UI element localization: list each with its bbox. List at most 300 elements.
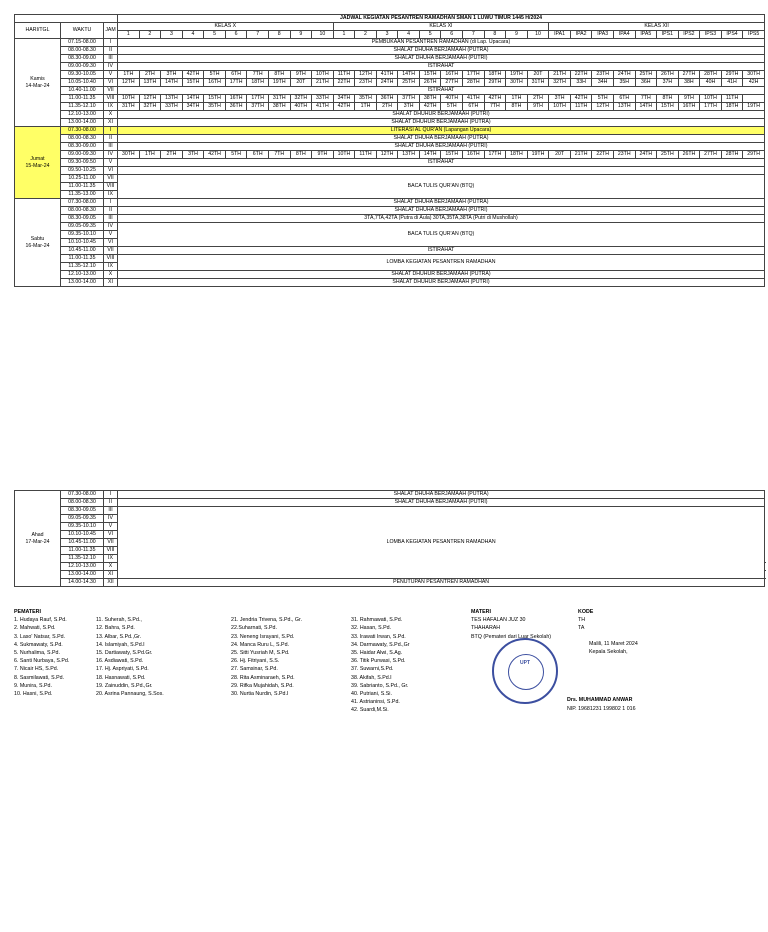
class-code-cell: 3TH — [398, 103, 420, 111]
class-code-cell: 17TH — [247, 95, 269, 103]
jam-cell: VII — [104, 539, 118, 547]
class-code-cell: 15TH — [419, 71, 441, 79]
jam-cell: II — [104, 207, 118, 215]
list-item: THAHARAH — [471, 625, 501, 632]
time-cell: 14.00-14.30 — [61, 579, 104, 587]
class-code-cell: 21TH — [549, 71, 571, 79]
class-code-cell: 33TH — [312, 95, 334, 103]
list-item: 23. Neneng Israyani, S.Pd. — [231, 633, 295, 640]
time-cell: 13.00-14.00 — [61, 571, 104, 579]
class-code-cell: 9TH — [312, 151, 334, 159]
class-column-header: IPA5 — [635, 31, 657, 39]
class-code-cell: 5TH — [204, 71, 226, 79]
list-item: 7. Nicair HS, S.Pd. — [14, 666, 59, 673]
class-code-cell: 37H — [657, 79, 679, 87]
list-item: 41. Astrianinsi, S.Pd. — [351, 699, 400, 706]
jam-cell: V — [104, 231, 118, 239]
jam-cell: IX — [104, 555, 118, 563]
class-code-cell: 25TH — [635, 71, 657, 79]
list-item: BTQ (Pemateri dari Luar Sekolah) — [471, 633, 552, 640]
class-code-cell: 42TH — [419, 103, 441, 111]
pemateri-title: PEMATERI — [14, 609, 41, 615]
list-item: 6. Santi Nurbaya, S.Pd. — [14, 658, 70, 665]
jam-cell: III — [104, 143, 118, 151]
schedule-row — [15, 79, 765, 87]
list-item: 19. Zainuddin, S.Pd.,Gr. — [96, 682, 153, 689]
schedule-row — [15, 87, 765, 95]
list-item: 10. Hasni, S.Pd. — [14, 691, 53, 698]
class-column-header: IPS5 — [743, 31, 765, 39]
class-column-header: IPS2 — [678, 31, 700, 39]
class-code-cell: 8TH — [657, 95, 679, 103]
list-item: 15. Dartiawaty, S.Pd.Gr. — [96, 650, 153, 656]
class-code-cell: 32TH — [290, 95, 312, 103]
header-haritgl: HARI/TGL — [15, 23, 61, 39]
class-code-cell: 12TH — [118, 79, 140, 87]
class-column-header: 8 — [268, 31, 290, 39]
class-code-cell: 14TH — [161, 79, 183, 87]
blank-cell — [15, 15, 118, 23]
class-code-cell: 21TH — [570, 151, 592, 159]
list-item: 42. Suardi,M.Si. — [351, 707, 389, 714]
class-code-cell: 16TH — [463, 151, 485, 159]
class-code-cell: 16TH — [678, 103, 700, 111]
class-code-cell: 17TH — [700, 103, 722, 111]
class-code-cell: 19TH — [506, 71, 528, 79]
class-column-header: IPA2 — [570, 31, 592, 39]
class-code-cell: 19TH — [743, 103, 765, 111]
class-column-header: IPA4 — [613, 31, 635, 39]
class-code-cell: 6TH — [247, 151, 269, 159]
time-cell: 11.00-11.35 — [61, 95, 104, 103]
jam-cell: VI — [104, 531, 118, 539]
class-code-cell: 41H — [721, 79, 743, 87]
class-code-cell: 38TH — [268, 103, 290, 111]
class-column-header: IPA1 — [549, 31, 571, 39]
class-code-cell: 2TH — [527, 95, 549, 103]
class-code-cell: 11TH — [570, 103, 592, 111]
class-code-cell: 13TH — [161, 95, 183, 103]
class-code-cell: 17TH — [484, 151, 506, 159]
class-code-cell: 7TH — [268, 151, 290, 159]
class-code-cell: 30TH — [118, 151, 140, 159]
class-code-cell: 41TH — [463, 95, 485, 103]
class-column-header: 3 — [161, 31, 183, 39]
class-code-cell: 26TH — [419, 79, 441, 87]
jam-cell: IV — [104, 63, 118, 71]
time-cell: 09.30-09.50 — [61, 159, 104, 167]
class-code-cell: 42TH — [182, 71, 204, 79]
jam-cell: III — [104, 215, 118, 223]
event-cell: SHALAT DHUHA BERJAMAAH (PUTRA) — [118, 135, 765, 143]
list-item: 2. Mahwati, S.Pd. — [14, 625, 56, 632]
list-item: 21. Jendria Trivena, S.Pd., Gr. — [231, 617, 302, 624]
jam-cell: III — [104, 55, 118, 63]
class-code-cell: 35TH — [204, 103, 226, 111]
day-name: Jumat — [30, 155, 45, 162]
class-column-header: IPA3 — [592, 31, 614, 39]
day-cell — [15, 39, 61, 127]
schedule-row — [15, 159, 765, 167]
list-item: 9. Munira, S.Pd. — [14, 682, 52, 689]
day-date: 14-Mar-24 — [25, 82, 50, 89]
jam-cell: XI — [104, 571, 118, 579]
list-item: 26. Hj. Fitriyani, S.S. — [231, 658, 280, 665]
list-item: 32. Hasan, S.Pd. — [351, 625, 392, 632]
class-code-cell: 37TH — [247, 103, 269, 111]
schedule-row — [15, 271, 765, 279]
schedule-row — [15, 63, 765, 71]
day-date: 16-Mar-24 — [25, 242, 50, 249]
class-column-header: 9 — [290, 31, 312, 39]
schedule-row — [15, 135, 765, 143]
list-item: 35. Haidar Alwi, S.Ag. — [351, 650, 403, 656]
event-cell: LOMBA KEGIATAN PESANTREN RAMADHAN — [118, 507, 765, 579]
class-code-cell: 7TH — [484, 103, 506, 111]
event-cell: BACA TULIS QUR'AN (BTQ) — [118, 175, 765, 199]
time-cell: 11.35-13.00 — [61, 191, 104, 199]
class-code-cell: 8TH — [506, 103, 528, 111]
header-kelas-xii: KELAS XII — [549, 23, 765, 31]
class-code-cell: 18TH — [506, 151, 528, 159]
list-item: 3. Laso' Natsar, S.Pd. — [14, 633, 66, 640]
jam-cell: I — [104, 39, 118, 47]
class-column-header: IPS3 — [700, 31, 722, 39]
time-cell: 07.30-08.00 — [61, 491, 104, 499]
schedule-row — [15, 111, 765, 119]
day-cell — [15, 199, 61, 287]
class-code-cell: 20T — [549, 151, 571, 159]
jam-cell: V — [104, 523, 118, 531]
class-code-cell: 20T — [527, 71, 549, 79]
class-column-header: 4 — [398, 31, 420, 39]
schedule-row — [15, 491, 765, 499]
time-cell: 12.10-13.00 — [61, 563, 104, 571]
class-code-cell: 25TH — [398, 79, 420, 87]
class-code-cell: 8TH — [290, 151, 312, 159]
jam-cell: XI — [104, 119, 118, 127]
schedule-row — [15, 507, 765, 515]
class-code-cell: 33H — [570, 79, 592, 87]
class-code-cell: 10TH — [312, 71, 334, 79]
class-code-cell: 26TH — [678, 151, 700, 159]
time-cell: 12.10-13.00 — [61, 271, 104, 279]
list-item: 5. Nurhalima, S.Pd. — [14, 650, 60, 657]
class-code-cell: 18TH — [721, 103, 743, 111]
time-cell: 09.00-09.30 — [61, 63, 104, 71]
list-item: 24. Manca Ruru L, S.Pd. — [231, 641, 290, 648]
schedule-row — [15, 71, 765, 79]
class-column-header: 9 — [506, 31, 528, 39]
schedule-row — [15, 499, 765, 507]
class-code-cell: 42TH — [484, 95, 506, 103]
schedule-row — [15, 247, 765, 255]
class-code-cell: 24TH — [613, 71, 635, 79]
schedule-row — [15, 47, 765, 55]
class-code-cell: 30TH — [743, 71, 765, 79]
sign-name: Drs. MUHAMMAD ANWAR — [567, 697, 633, 704]
jam-cell: I — [104, 491, 118, 499]
class-code-cell: 32TH — [139, 103, 161, 111]
class-code-cell: 16TH — [441, 71, 463, 79]
time-cell: 07.15-08.00 — [61, 39, 104, 47]
schedule-row — [15, 167, 765, 175]
schedule-row — [15, 279, 765, 287]
schedule-table-ahad — [14, 490, 765, 587]
sign-nip: NIP. 19681231 199802 1 016 — [567, 705, 636, 712]
time-cell: 10.25-11.00 — [61, 175, 104, 183]
class-code-cell: 3TH — [549, 95, 571, 103]
header-waktu: WAKTU — [61, 23, 104, 39]
schedule-row — [15, 215, 765, 223]
class-column-header: 5 — [419, 31, 441, 39]
class-code-cell: 34H — [592, 79, 614, 87]
class-code-cell: 20T — [290, 79, 312, 87]
time-cell: 08.30-09.00 — [61, 55, 104, 63]
class-code-cell: 12TH — [376, 151, 398, 159]
list-item: 39. Sabrianto, S.Pd., Gr. — [351, 682, 409, 689]
list-item: 11. Suherah, S.Pd., — [96, 617, 142, 624]
jam-cell: VIII — [104, 255, 118, 263]
day-date: 17-Mar-24 — [25, 538, 50, 545]
class-code-cell: 31TH — [118, 103, 140, 111]
class-code-cell: 42TH — [333, 103, 355, 111]
jam-cell: VIII — [104, 183, 118, 191]
class-code-cell: 11TH — [333, 71, 355, 79]
schedule-row — [15, 255, 765, 263]
class-column-header: IPS4 — [721, 31, 743, 39]
time-cell: 07.30-08.00 — [61, 199, 104, 207]
class-code-cell: 2TH — [161, 151, 183, 159]
class-code-cell: 9TH — [290, 71, 312, 79]
jam-cell: IX — [104, 103, 118, 111]
class-column-header: IPS1 — [657, 31, 679, 39]
class-code-cell: 27TH — [678, 71, 700, 79]
class-code-cell: 24TH — [635, 151, 657, 159]
class-code-cell: 42TH — [570, 95, 592, 103]
time-cell: 11.35-12.10 — [61, 103, 104, 111]
event-cell: ISTIRAHAT — [118, 159, 765, 167]
stamp-text: UPT — [520, 660, 530, 666]
time-cell: 11.35-12.10 — [61, 263, 104, 271]
day-name: Kamis — [30, 75, 45, 82]
class-code-cell: 30TH — [506, 79, 528, 87]
class-column-header: 5 — [204, 31, 226, 39]
event-cell: BACA TULIS QUR'AN (BTQ) — [118, 223, 765, 247]
header-jam: JAM — [104, 23, 118, 39]
day-name: Ahad — [31, 531, 44, 538]
time-cell: 10.45-11.00 — [61, 247, 104, 255]
list-item: TA — [578, 625, 585, 632]
class-code-cell: 10TH — [700, 95, 722, 103]
event-cell: SHALAT DHUHUR BERJAMAAH (PUTRA) — [118, 119, 765, 127]
class-code-cell: 22TH — [333, 79, 355, 87]
time-cell: 10.05-10.40 — [61, 79, 104, 87]
day-cell — [15, 127, 61, 199]
jam-cell: X — [104, 271, 118, 279]
schedule-row — [15, 223, 765, 231]
sign-role: Kepala Sekolah, — [589, 649, 628, 656]
jam-cell: X — [104, 111, 118, 119]
schedule-row — [15, 39, 765, 47]
list-item: TES HAFALAN JUZ 30 — [471, 617, 526, 624]
class-code-cell: 2TH — [139, 71, 161, 79]
class-column-header: 1 — [333, 31, 355, 39]
event-cell: SHALAT DHUHA BERJAMAAH (PUTRA) — [118, 491, 765, 499]
class-code-cell: 5TH — [225, 151, 247, 159]
jam-cell: II — [104, 499, 118, 507]
time-cell: 09.35-10.10 — [61, 523, 104, 531]
class-code-cell: 16TH — [225, 95, 247, 103]
time-cell: 09.00-09.30 — [61, 151, 104, 159]
class-code-cell: 23TH — [613, 151, 635, 159]
class-code-cell: 17TH — [463, 71, 485, 79]
event-cell: SHALAT DHUHUR BERJAMAAH (PUTRA) — [118, 271, 765, 279]
jam-cell: X — [104, 563, 118, 571]
jam-cell: IX — [104, 263, 118, 271]
class-code-cell: 31TH — [268, 95, 290, 103]
class-code-cell: 31TH — [527, 79, 549, 87]
jam-cell: VI — [104, 167, 118, 175]
list-item: 20. Asrina Pannaung, S.Sos. — [96, 691, 164, 698]
time-cell: 12.10-13.00 — [61, 111, 104, 119]
sign-place: Malili, 11 Maret 2024 — [589, 641, 638, 647]
list-item: 30. Nurtia Nurdin, S.Pd.I — [231, 691, 289, 698]
class-code-cell: 32TH — [549, 79, 571, 87]
class-code-cell: 6TH — [463, 103, 485, 111]
jam-cell: IV — [104, 515, 118, 523]
class-code-cell: 1TH — [139, 151, 161, 159]
class-column-header: 10 — [527, 31, 549, 39]
time-cell: 07.30-08.00 — [61, 127, 104, 135]
class-code-cell: 18TH — [247, 79, 269, 87]
class-code-cell: 5TH — [592, 95, 614, 103]
class-code-cell: 40H — [700, 79, 722, 87]
schedule-row — [15, 579, 765, 587]
class-code-cell: 3TH — [161, 71, 183, 79]
class-code-cell: 9TH — [527, 103, 549, 111]
class-column-header: 10 — [312, 31, 334, 39]
event-cell: SHALAT DHUHA BERJAMAAH (PUTRA) — [118, 47, 765, 55]
list-item: TH — [578, 617, 586, 624]
jam-cell: IV — [104, 151, 118, 159]
school-stamp — [492, 638, 558, 704]
time-cell: 10.40-11.00 — [61, 87, 104, 95]
class-code-cell: 16TH — [204, 79, 226, 87]
list-item: 37. Suwarni,S.Pd. — [351, 666, 394, 673]
class-code-cell: 34TH — [333, 95, 355, 103]
schedule-row — [15, 127, 765, 135]
header-kelas-x: KELAS X — [118, 23, 334, 31]
list-item: 12. Bahra, S.Pd. — [96, 625, 135, 632]
time-cell: 08.00-08.30 — [61, 135, 104, 143]
list-item: 14. Islamiyah, S.Pd.I — [96, 641, 145, 648]
class-code-cell: 14TH — [419, 151, 441, 159]
jam-cell: V — [104, 159, 118, 167]
time-cell: 10.45-11.00 — [61, 539, 104, 547]
list-item: 8. Sasmilawati, S.Pd. — [14, 674, 65, 681]
class-code-cell: 8TH — [268, 71, 290, 79]
class-code-cell: 28TH — [700, 71, 722, 79]
schedule-row — [15, 143, 765, 151]
event-cell: LOMBA KEGIATAN PESANTREN RAMADHAN — [118, 255, 765, 271]
event-cell: SHALAT DHUHA BERJAMAAH (PUTRI) — [118, 207, 765, 215]
schedule-row — [15, 199, 765, 207]
class-code-cell: 40TH — [441, 95, 463, 103]
event-cell — [118, 167, 765, 175]
class-column-header: 3 — [376, 31, 398, 39]
event-cell: ISTIRAHAT — [118, 247, 765, 255]
list-item: 17. Hj. Aspriyati, S.Pd. — [96, 666, 149, 673]
time-cell: 11.00-11.35 — [61, 255, 104, 263]
class-column-header: 7 — [463, 31, 485, 39]
class-code-cell: 28TH — [721, 151, 743, 159]
class-code-cell: 35TH — [355, 95, 377, 103]
event-cell: SHALAT DHUHUR BERJAMAAH (PUTRI) — [118, 279, 765, 287]
event-cell: SHALAT DHUHA BERJAMAAH (PUTRI) — [118, 143, 765, 151]
jam-cell: VII — [104, 175, 118, 183]
time-cell: 09.35-10.10 — [61, 231, 104, 239]
class-code-cell: 12TH — [592, 103, 614, 111]
jam-cell: XII — [104, 579, 118, 587]
jam-cell: XI — [104, 279, 118, 287]
list-item: 13. Albar, S.Pd.,Gr. — [96, 633, 142, 640]
kode-title: KODE — [578, 609, 594, 615]
class-code-cell: 22TH — [570, 71, 592, 79]
time-cell: 10.10-10.45 — [61, 239, 104, 247]
time-cell: 09.50-10.25 — [61, 167, 104, 175]
event-cell: SHALAT DHUHA BERJAMAAH (PUTRA) — [118, 199, 765, 207]
class-code-cell: 41TH — [312, 103, 334, 111]
class-code-cell: 14TH — [635, 103, 657, 111]
class-code-cell: 14TH — [182, 95, 204, 103]
time-cell: 08.00-08.30 — [61, 47, 104, 55]
jam-cell: III — [104, 507, 118, 515]
class-code-cell — [743, 95, 765, 103]
list-item: 31. Rahmawati, S.Pd. — [351, 617, 403, 624]
event-cell: SHALAT DHUHA BERJAMAAH (PUTRI) — [118, 499, 765, 507]
event-cell: 3TA,7TA,42TA (Putra di Aula) 30TA,35TA,38TA (Putri di Mushollah) — [118, 215, 765, 223]
time-cell: 09.05-09.35 — [61, 515, 104, 523]
time-cell: 11.35-12.10 — [61, 555, 104, 563]
event-cell: PEMBUKAAN PESANTREN RAMADHAN (di Lap. Upacara) — [118, 39, 765, 47]
class-column-header: 1 — [118, 31, 140, 39]
class-code-cell: 36TH — [225, 103, 247, 111]
jam-cell: V — [104, 71, 118, 79]
list-item: 38. Akifah, S.Pd.I — [351, 674, 392, 681]
list-item: 1. Hudaya Rauf, S.Pd. — [14, 617, 67, 624]
class-code-cell: 24TH — [376, 79, 398, 87]
day-cell — [15, 491, 61, 587]
class-code-cell: 29TH — [743, 151, 765, 159]
schedule-row — [15, 119, 765, 127]
class-code-cell: 19TH — [268, 79, 290, 87]
class-column-header: 7 — [247, 31, 269, 39]
class-code-cell: 13TH — [139, 79, 161, 87]
class-code-cell: 37TH — [398, 95, 420, 103]
list-item: 34. Darmawaty, S.Pd.,Gr — [351, 641, 410, 648]
class-code-cell: 21TH — [312, 79, 334, 87]
day-name: Sabtu — [30, 235, 45, 242]
list-item: 36. Titik Purwasi, S.Pd. — [351, 658, 406, 665]
class-code-cell: 6TH — [225, 71, 247, 79]
materi-title: MATERI — [471, 609, 491, 615]
list-item: 27. Samsinar, S.Pd. — [231, 666, 278, 673]
class-code-cell: 42H — [743, 79, 765, 87]
class-code-cell: 36H — [635, 79, 657, 87]
class-code-cell: 34TH — [182, 103, 204, 111]
event-cell: SHALAT DHUHA BERJAMAAH (PUTRI) — [118, 55, 765, 63]
